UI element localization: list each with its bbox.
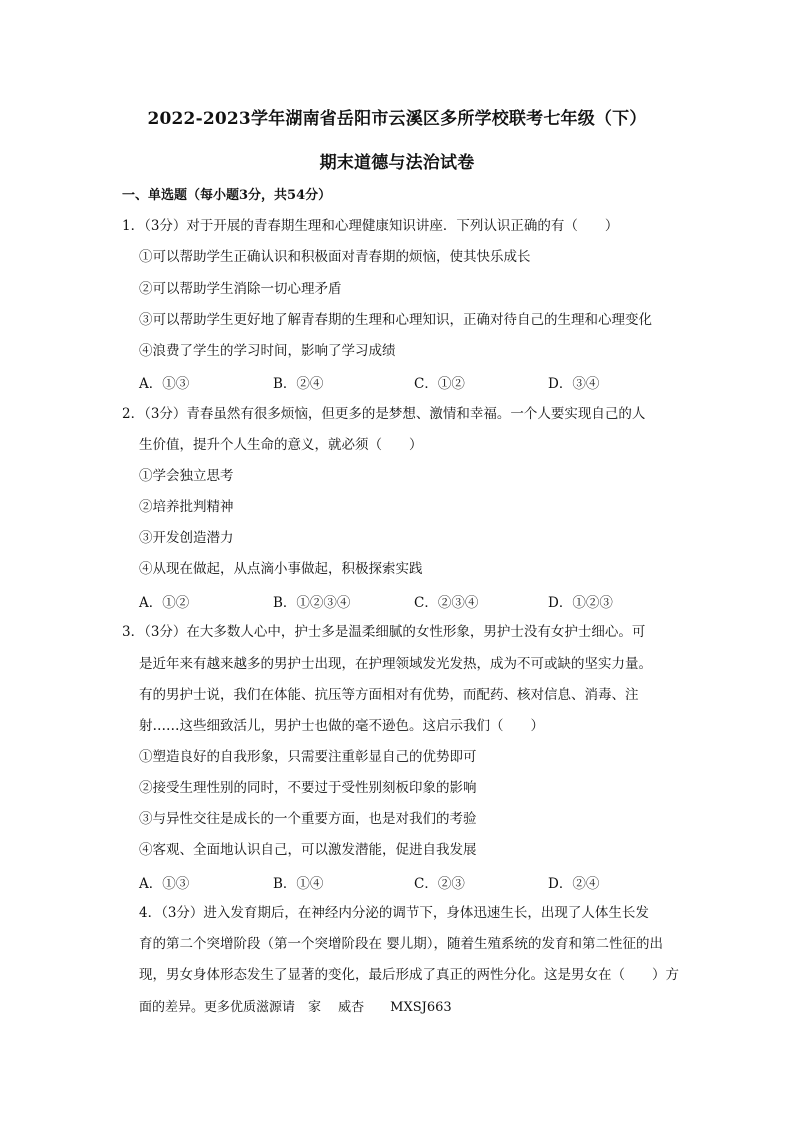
question-3-option-4: ④客观、全面地认识自己，可以激发潜能，促进自我发展 <box>139 842 477 858</box>
question-1-choice-c: C．①② <box>414 376 465 392</box>
question-3-choice-d: D．②④ <box>548 876 600 892</box>
question-1-option-4: ④浪费了学生的学习时间，影响了学习成绩 <box>139 343 396 359</box>
section-heading: 一、单选题（每小题3分，共54分） <box>122 188 332 203</box>
question-2-stem-line1: 2．（3分）青春虽然有很多烦恼，但更多的是梦想、激情和幸福。一个人要实现自己的人 <box>122 406 646 422</box>
question-2-choice-c: C．②③④ <box>414 595 479 611</box>
question-3-choice-c: C．②③ <box>414 876 465 892</box>
exam-title-line1: 2022-2023学年湖南省岳阳市云溪区多所学校联考七年级（下） <box>147 109 647 129</box>
question-4-stem-line2: 育的第二个突增阶段（第一个突增阶段在 婴儿期），随着生殖系统的发育和第二性征的出 <box>139 936 664 952</box>
question-3-choice-a: A．①③ <box>139 876 190 892</box>
question-1-stem: 1．（3分）对于开展的青春期生理和心理健康知识讲座．下列认识正确的有（ ） <box>122 218 619 234</box>
question-2-choice-a: A．①② <box>139 595 190 611</box>
question-4-stem-line4: 面的差异。更多优质滋源请 家 威杏 MXSJ663 <box>139 1000 452 1015</box>
question-1-choice-d: D．③④ <box>548 376 600 392</box>
question-1-choice-a: A．①③ <box>139 376 190 392</box>
question-1-option-2: ②可以帮助学生消除一切心理矛盾 <box>139 281 342 297</box>
question-3-stem-line1: 3．（3分）在大多数人心中，护士多是温柔细腻的女性形象，男护士没有女护士细心。可 <box>122 624 646 640</box>
question-1-option-1: ①可以帮助学生正确认识和积极面对青春期的烦恼，使其快乐成长 <box>139 249 531 265</box>
question-2-option-4: ④从现在做起，从点滴小事做起，积极探索实践 <box>139 561 423 577</box>
question-2-stem-line2: 生价值，提升个人生命的意义，就必须（ ） <box>139 437 423 453</box>
question-2-choice-d: D．①②③ <box>548 595 613 611</box>
question-3-stem-line2: 是近年来有越来越多的男护士出现，在护理领域发光发热，成为不可或缺的坚实力量。 <box>139 656 652 672</box>
question-3-stem-line4: 射……这些细致活儿，男护士也做的毫不逊色。这启示我们（ ） <box>139 718 544 734</box>
question-2-option-2: ②培养批判精神 <box>139 499 234 515</box>
question-3-option-3: ③与异性交往是成长的一个重要方面，也是对我们的考验 <box>139 811 477 827</box>
exam-title-line2: 期末道德与法治试卷 <box>319 153 475 173</box>
question-3-stem-line3: 有的男护士说，我们在体能、抗压等方面相对有优势，而配药、核对信息、消毒、注 <box>139 687 639 703</box>
question-2-option-3: ③开发创造潜力 <box>139 530 234 546</box>
question-3-option-1: ①塑造良好的自我形象，只需要注重彰显自己的优势即可 <box>139 749 477 765</box>
question-1-choice-b: B．②④ <box>273 376 324 392</box>
question-2-choice-b: B．①②③④ <box>273 595 351 611</box>
question-4-stem-line3: 现，男女身体形态发生了显著的变化，最后形成了真正的两性分化。这是男女在（ ）方 <box>139 967 679 983</box>
question-3-option-2: ②接受生理性别的同时，不要过于受性别刻板印象的影响 <box>139 780 477 796</box>
question-4-stem-line1: 4．（3分）进入发育期后，在神经内分泌的调节下，身体迅速生长，出现了人体生长发 <box>139 905 649 921</box>
question-1-option-3: ③可以帮助学生更好地了解青春期的生理和心理知识，正确对待自己的生理和心理变化 <box>139 312 652 328</box>
question-2-option-1: ①学会独立思考 <box>139 468 234 484</box>
question-3-choice-b: B．①④ <box>273 876 324 892</box>
